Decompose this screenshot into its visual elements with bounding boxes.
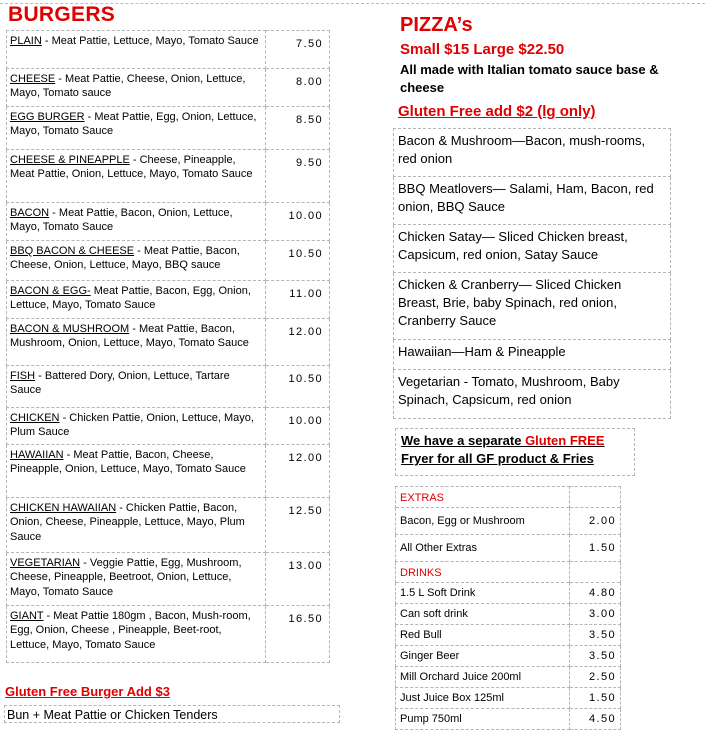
drink-row: [396, 646, 621, 667]
burger-name: GIANT: [10, 610, 44, 622]
burger-ingredients: - Meat Pattie, Egg, Onion, Lettuce, Mayo, Tomato Sauce: [10, 111, 257, 138]
drink-row-label: Pump 750ml: [396, 709, 570, 730]
burger-row: [7, 319, 330, 366]
drink-row-label: 1.5 L Soft Drink: [396, 583, 570, 604]
drink-row-price: 3.50: [570, 646, 621, 667]
pizza-item: BBQ Meatlovers— Salami, Ham, Bacon, red onion, BBQ Sauce: [393, 177, 671, 225]
burger-price: 7.50: [266, 31, 330, 69]
burger-ingredients: - Battered Dory, Onion, Lettuce, Tartare Sauce: [10, 370, 230, 397]
extra-row-label: Bacon, Egg or Mushroom: [396, 508, 570, 535]
fryer-suffix: Fryer for all GF product & Fries: [401, 451, 594, 466]
burger-description-cell: [7, 31, 266, 69]
pizza-item: Hawaiian—Ham & Pineapple: [393, 340, 671, 370]
burger-description-cell: [7, 445, 266, 498]
burger-row: [7, 69, 330, 107]
pizza-title: PIZZA’s: [400, 14, 473, 36]
burger-row: [7, 150, 330, 203]
burger-price: 8.50: [266, 107, 330, 150]
drink-row-label: Just Juice Box 125ml: [396, 688, 570, 709]
burger-row: [7, 606, 330, 663]
extra-row-price: 1.50: [570, 535, 621, 562]
burger-ingredients: - Meat Pattie, Bacon, Onion, Lettuce, Mayo, Tomato Sauce: [10, 207, 233, 234]
burger-row: [7, 408, 330, 445]
fryer-prefix: We have a separate: [401, 433, 526, 448]
burger-name: CHICKEN: [10, 412, 60, 424]
burger-description-cell: [7, 606, 266, 663]
burger-name: BACON: [10, 207, 50, 219]
burger-price: 12.50: [266, 498, 330, 553]
burger-description-cell: [7, 366, 266, 408]
burger-description-cell: [7, 319, 266, 366]
burger-price: 12.00: [266, 319, 330, 366]
burger-ingredients: - Meat Pattie, Bacon, Cheese, Pineapple, Onion, Lettuce, Mayo, Tomato Sauce: [10, 449, 246, 476]
burger-price: 12.00: [266, 445, 330, 498]
burger-row: [7, 241, 330, 281]
burger-ingredients: - Meat Pattie 180gm , Bacon, Mush-room, Egg, Onion, Cheese , Pineapple, Beet-root, Lettuce, Mayo, Tomato Sauce: [10, 610, 251, 651]
pizza-list: [393, 128, 671, 419]
burger-ingredients: - Cheese, Pineapple, Meat Pattie, Onion, Lettuce, Mayo, Tomato Sauce: [10, 154, 253, 181]
extra-row: [396, 508, 621, 535]
drink-row-label: Can soft drink: [396, 604, 570, 625]
pizza-item: Bacon & Mushroom—Bacon, mush-rooms, red onion: [393, 128, 671, 177]
burger-ingredients: - Meat Pattie, Cheese, Onion, Lettuce, Mayo, Tomato sauce: [10, 73, 246, 100]
burger-name: PLAIN: [10, 35, 42, 47]
burger-price: 10.00: [266, 408, 330, 445]
fryer-highlight: Gluten FREE: [525, 433, 605, 448]
burger-ingredients: - Chicken Pattie, Onion, Lettuce, Mayo, Plum Sauce: [10, 412, 254, 439]
burger-row: [7, 31, 330, 69]
burger-price: 13.00: [266, 553, 330, 606]
burger-row: [7, 445, 330, 498]
burger-ingredients: - Veggie Pattie, Egg, Mushroom, Cheese, Pineapple, Beetroot, Onion, Lettuce, Mayo, Tomato Sauce: [10, 557, 242, 598]
burger-name: BBQ BACON & CHEESE: [10, 245, 135, 257]
burger-name: EGG BURGER: [10, 111, 85, 123]
extras-heading-label: EXTRAS: [396, 487, 570, 508]
burger-name: HAWAIIAN: [10, 449, 64, 461]
extras-heading: [396, 487, 621, 508]
burger-price: 9.50: [266, 150, 330, 203]
burger-row: [7, 107, 330, 150]
burger-price: 10.50: [266, 241, 330, 281]
burger-name: BACON & MUSHROOM: [10, 323, 130, 335]
burger-name: CHICKEN HAWAIIAN: [10, 502, 117, 514]
drink-row-price: 1.50: [570, 688, 621, 709]
pizza-item: Vegetarian - Tomato, Mushroom, Baby Spinach, Capsicum, red onion: [393, 370, 671, 419]
pizza-item: Chicken Satay— Sliced Chicken breast, Capsicum, red onion, Satay Sauce: [393, 225, 671, 273]
burger-description-cell: [7, 150, 266, 203]
drink-row: [396, 709, 621, 730]
burger-description-cell: [7, 553, 266, 606]
drinks-heading: [396, 562, 621, 583]
burger-name: BACON & EGG-: [10, 285, 91, 297]
burger-row: [7, 553, 330, 606]
pizza-item: Chicken & Cranberry— Sliced Chicken Breast, Brie, baby Spinach, red onion, Cranberry Sauce: [393, 273, 671, 340]
burger-row: [7, 498, 330, 553]
drink-row-price: 3.00: [570, 604, 621, 625]
burger-ingredients: - Meat Pattie, Bacon, Mushroom, Onion, Lettuce, Mayo, Tomato Sauce: [10, 323, 249, 350]
extra-row-price: 2.00: [570, 508, 621, 535]
burger-name: CHEESE: [10, 73, 56, 85]
burger-ingredients: - Meat Pattie, Bacon, Cheese, Onion, Lettuce, Mayo, BBQ sauce: [10, 245, 240, 272]
burger-description-cell: [7, 281, 266, 319]
extra-row-label: All Other Extras: [396, 535, 570, 562]
burger-ingredients: Meat Pattie, Bacon, Egg, Onion, Lettuce, Mayo, Tomato Sauce: [10, 285, 251, 312]
bun-option-box: Bun + Meat Pattie or Chicken Tenders: [4, 705, 340, 723]
drink-row: [396, 688, 621, 709]
burger-price: 8.00: [266, 69, 330, 107]
drink-row-label: Ginger Beer: [396, 646, 570, 667]
burger-row: [7, 203, 330, 241]
burger-price: 10.00: [266, 203, 330, 241]
burger-price: 16.50: [266, 606, 330, 663]
pizza-note: All made with Italian tomato sauce base & cheese: [400, 62, 659, 95]
drinks-heading-label: DRINKS: [396, 562, 570, 583]
burger-price: 10.50: [266, 366, 330, 408]
drink-row: [396, 625, 621, 646]
drink-row-price: 4.80: [570, 583, 621, 604]
drink-row-label: Mill Orchard Juice 200ml: [396, 667, 570, 688]
extra-row: [396, 535, 621, 562]
burger-name: CHEESE & PINEAPPLE: [10, 154, 130, 166]
burger-row: [7, 281, 330, 319]
burgers-title: BURGERS: [8, 3, 116, 26]
pizza-prices: Small $15 Large $22.50: [400, 41, 565, 58]
burger-menu-table: [6, 30, 330, 663]
burger-description-cell: [7, 69, 266, 107]
drink-row: [396, 604, 621, 625]
gluten-free-fryer-note: [395, 428, 635, 476]
drink-row-label: Red Bull: [396, 625, 570, 646]
extras-drinks-table: [395, 486, 621, 730]
drink-row-price: 3.50: [570, 625, 621, 646]
burger-description-cell: [7, 241, 266, 281]
drink-row-price: 4.50: [570, 709, 621, 730]
drink-row-price: 2.50: [570, 667, 621, 688]
burger-description-cell: [7, 203, 266, 241]
burger-row: [7, 366, 330, 408]
gluten-free-burger-note: Gluten Free Burger Add $3: [5, 684, 170, 699]
burger-description-cell: [7, 498, 266, 553]
burger-ingredients: - Chicken Pattie, Bacon, Onion, Cheese, Pineapple, Lettuce, Mayo, Plum Sauce: [10, 502, 245, 543]
burger-description-cell: [7, 107, 266, 150]
burger-price: 11.00: [266, 281, 330, 319]
burger-ingredients: - Meat Pattie, Lettuce, Mayo, Tomato Sauce: [41, 35, 259, 47]
burger-name: FISH: [10, 370, 36, 382]
drink-row: [396, 667, 621, 688]
drink-row: [396, 583, 621, 604]
burger-name: VEGETARIAN: [10, 557, 81, 569]
burger-description-cell: [7, 408, 266, 445]
pizza-gluten-free-note: Gluten Free add $2 (lg only): [398, 103, 596, 120]
